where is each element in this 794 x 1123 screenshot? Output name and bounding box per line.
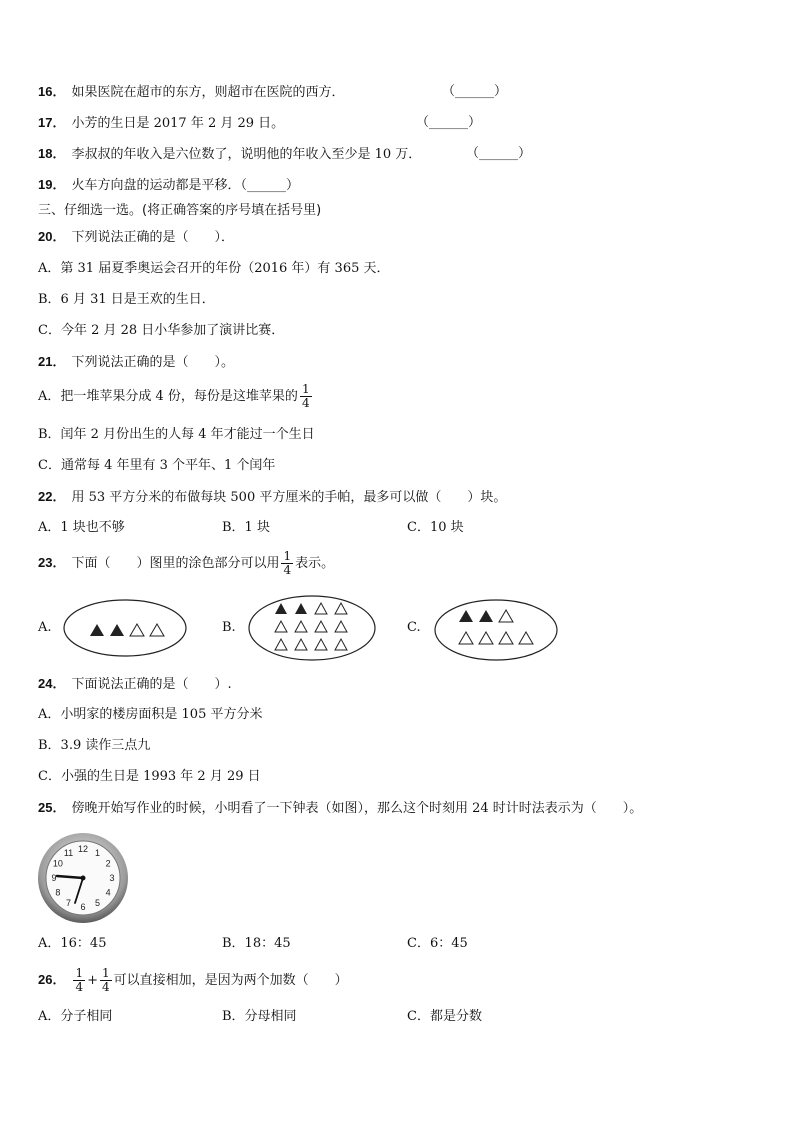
- filled-triangle: [295, 603, 307, 614]
- option-c[interactable]: C．通常每 4 年里有 3 个平年、1 个闰年: [38, 458, 276, 473]
- question-21: [38, 354, 234, 371]
- fraction: [281, 550, 293, 577]
- empty-triangle: [499, 632, 513, 644]
- question-24: [38, 676, 232, 693]
- option-a[interactable]: A．1 块也不够: [38, 520, 125, 535]
- answer-blank[interactable]: （______）: [466, 146, 532, 161]
- filled-triangle: [110, 624, 124, 636]
- option-c-label[interactable]: C.: [407, 620, 421, 635]
- question-26: [38, 963, 348, 998]
- empty-triangle: [335, 603, 347, 614]
- question-number: 18．: [38, 146, 66, 161]
- option-b[interactable]: B．6 月 31 日是王欢的生日．: [38, 292, 215, 307]
- empty-triangle: [275, 639, 287, 650]
- clock-numeral: 11: [63, 847, 74, 858]
- question-16: [38, 84, 344, 101]
- question-number: 19．: [38, 177, 66, 192]
- option-c[interactable]: C．6：45: [407, 936, 468, 951]
- filled-triangle: [479, 610, 493, 622]
- empty-triangle: [315, 603, 327, 614]
- question-text: 下列说法正确的是（ ）。: [71, 355, 234, 370]
- question-17: [38, 115, 284, 132]
- empty-triangle: [519, 632, 533, 644]
- clock-numeral: 2: [105, 858, 111, 869]
- triangle-figure-a[interactable]: [62, 598, 188, 658]
- filled-triangle: [275, 603, 287, 614]
- question-text: 如果医院在超市的东方，则超市在医院的西方．: [71, 85, 345, 100]
- fraction-numerator: 1: [75, 966, 84, 980]
- empty-triangle: [315, 621, 327, 632]
- fraction-numerator: 1: [102, 966, 110, 980]
- option-a[interactable]: A．分子相同: [38, 1009, 113, 1024]
- option-a[interactable]: A．小明家的楼房面积是 105 平方分米: [38, 707, 263, 722]
- fraction-denominator: 4: [75, 980, 84, 994]
- option-b[interactable]: B．1 块: [222, 520, 270, 535]
- empty-triangle: [275, 621, 287, 632]
- plus-sign: +: [87, 973, 99, 988]
- question-text: 下面说法正确的是（ ）.: [71, 677, 232, 692]
- clock-numeral: 8: [55, 887, 61, 898]
- fraction-numerator: 1: [301, 382, 310, 396]
- empty-triangle: [295, 639, 307, 650]
- answer-blank[interactable]: （______）: [416, 115, 482, 130]
- clock-numeral: 6: [80, 902, 86, 912]
- triangle-figure-b[interactable]: [247, 594, 377, 662]
- option-b[interactable]: B．3.9 读作三点九: [38, 738, 151, 753]
- question-text: 火车方向盘的运动都是平移．（______）: [71, 178, 299, 193]
- question-text: 傍晚开始写作业的时候，小明看了一下钟表（如图），那么这个时刻用 24 时计时法表示为（ ）。: [71, 801, 643, 816]
- fraction-1: [73, 967, 85, 994]
- option-a[interactable]: [38, 380, 314, 414]
- filled-triangle: [459, 610, 473, 622]
- question-25: [38, 800, 642, 817]
- empty-triangle: [335, 639, 347, 650]
- question-18: [38, 146, 421, 163]
- empty-triangle: [335, 621, 347, 632]
- empty-triangle: [479, 632, 493, 644]
- empty-triangle: [295, 621, 307, 632]
- clock-numeral: 12: [77, 844, 89, 854]
- clock-numeral: 5: [94, 898, 101, 909]
- clock-figure: [36, 832, 132, 924]
- option-c[interactable]: C．小强的生日是 1993 年 2 月 29 日: [38, 769, 261, 784]
- question-number: 25．: [38, 800, 66, 815]
- option-text: A．把一堆苹果分成 4 份，每份是这堆苹果的: [38, 389, 298, 404]
- clock-numeral: 4: [105, 887, 111, 898]
- clock-numeral: 1: [94, 847, 101, 858]
- option-a[interactable]: A．第 31 届夏季奥运会召开的年份（2016 年）有 365 天．: [38, 261, 390, 276]
- question-text-end: 表示。: [295, 556, 335, 571]
- question-number: 26．: [38, 972, 66, 987]
- option-a-label[interactable]: A.: [38, 620, 52, 635]
- empty-triangle: [459, 632, 473, 644]
- option-c[interactable]: C．今年 2 月 28 日小华参加了演讲比赛．: [38, 323, 285, 338]
- clock-numeral: 3: [109, 873, 115, 883]
- section-title: 三、仔细选一选。(将正确答案的序号填在括号里): [38, 203, 322, 218]
- question-22: [38, 489, 506, 506]
- question-number: 22．: [38, 489, 66, 504]
- question-text: 用 53 平方分米的布做每块 500 平方厘米的手帕，最多可以做（ ）块。: [71, 490, 507, 505]
- question-number: 23．: [38, 555, 66, 570]
- clock-numeral: 9: [51, 873, 57, 883]
- clock-numeral: 7: [65, 898, 72, 909]
- question-number: 20．: [38, 229, 66, 244]
- question-number: 17．: [38, 115, 66, 130]
- question-number: 16．: [38, 84, 66, 99]
- clock-center: [81, 876, 86, 881]
- fraction-2: [100, 967, 112, 994]
- question-19: [38, 177, 299, 194]
- option-b[interactable]: B．闰年 2 月份出生的人每 4 年才能过一个生日: [38, 427, 315, 442]
- question-text: 下面（ ）图里的涂色部分可以用: [71, 556, 280, 571]
- fraction-denominator: 4: [283, 563, 292, 577]
- option-c[interactable]: C．10 块: [407, 520, 464, 535]
- fraction: [300, 383, 312, 410]
- option-a[interactable]: A．16：45: [38, 936, 107, 951]
- question-text: 下列说法正确的是（ ）．: [71, 230, 234, 245]
- clock-numeral: 10: [52, 858, 63, 869]
- answer-blank[interactable]: （______）: [442, 84, 508, 99]
- fraction-numerator: 1: [283, 549, 292, 563]
- question-text: 李叔叔的年收入是六位数了，说明他的年收入至少是 10 万．: [71, 147, 422, 162]
- question-number: 24．: [38, 676, 66, 691]
- option-b-label[interactable]: B.: [222, 620, 236, 635]
- fraction-denominator: 4: [301, 396, 310, 410]
- question-23: [38, 546, 334, 581]
- empty-triangle: [499, 610, 513, 622]
- option-b[interactable]: B．18：45: [222, 936, 291, 951]
- empty-triangle: [130, 624, 144, 636]
- empty-triangle: [315, 639, 327, 650]
- question-20: [38, 229, 234, 246]
- empty-triangle: [150, 624, 164, 636]
- question-text: 可以直接相加，是因为两个加数（ ）: [113, 973, 348, 988]
- question-number: 21．: [38, 354, 66, 369]
- triangle-figure-c[interactable]: [433, 598, 559, 662]
- filled-triangle: [90, 624, 104, 636]
- option-c[interactable]: C．都是分数: [407, 1009, 482, 1024]
- option-b[interactable]: B．分母相同: [222, 1009, 297, 1024]
- question-text: 小芳的生日是 2017 年 2 月 29 日。: [71, 116, 285, 131]
- fraction-denominator: 4: [102, 980, 110, 994]
